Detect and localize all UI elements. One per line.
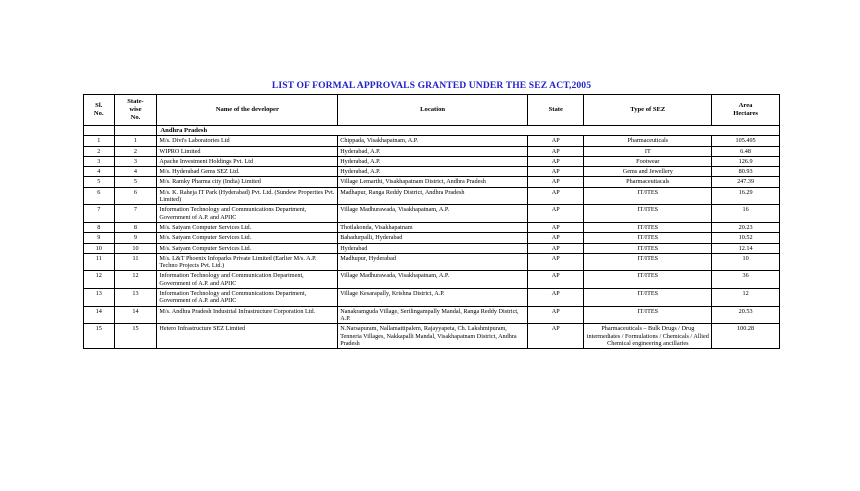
table-row [84,187,780,205]
row-sl-no: 8 [84,222,115,232]
table-row [84,156,780,166]
row-location: Nanakramguda Village, Serilingampally Mandal, Ranga Reddy District, A.P. [338,306,528,324]
row-type-of-sez: IT/ITES [584,187,712,205]
area-label-line2: Hectares [733,110,758,117]
row-state: AP [528,289,584,307]
row-type-of-sez: IT/ITES [584,289,712,307]
row-type-of-sez: IT/ITES [584,306,712,324]
row-area-hectares: 100.28 [712,324,780,349]
row-location: Village Madhurawada, Visakhapatnam, A.P. [338,205,528,223]
state-wise-label-line2: wise [129,106,142,114]
sez-approvals-sheet [83,80,780,349]
table-row [84,233,780,243]
row-sl-no: 15 [84,324,115,349]
column-header-sl-no [84,95,115,126]
row-sl-no: 12 [84,271,115,289]
section-row-spacer-sl [84,126,115,136]
row-sl-no: 13 [84,289,115,307]
row-type-of-sez: IT/ITES [584,271,712,289]
row-area-hectares: 16.29 [712,187,780,205]
row-state: AP [528,306,584,324]
page-title: LIST OF FORMAL APPROVALS GRANTED UNDER THE SEZ ACT,2005 [271,80,592,91]
table-row [84,146,780,156]
row-state: AP [528,156,584,166]
column-header-location: Location [338,95,528,126]
table-header [84,95,780,126]
row-developer: WIPRO Limited [157,146,338,156]
row-location: Hyderabad, A.P. [338,156,528,166]
row-area-hectares: 36 [712,271,780,289]
row-sl-no: 5 [84,177,115,187]
row-state: AP [528,253,584,271]
row-sl-no: 14 [84,306,115,324]
row-developer: M/s. Divi's Laboratories Ltd [157,136,338,146]
row-state: AP [528,222,584,232]
row-area-hectares: 80.93 [712,167,780,177]
row-location: Bahadurpalli, Hyderabad [338,233,528,243]
row-state: AP [528,233,584,243]
row-state: AP [528,136,584,146]
row-state: AP [528,324,584,349]
row-state-wise-no: 4 [114,167,157,177]
row-sl-no: 2 [84,146,115,156]
table-row [84,222,780,232]
row-sl-no: 1 [84,136,115,146]
table-row [84,167,780,177]
row-type-of-sez: IT/ITES [584,233,712,243]
section-heading-andhra-pradesh: Andhra Pradesh [157,126,780,136]
row-location: Hyderabad, A.P. [338,167,528,177]
row-state: AP [528,146,584,156]
row-state: AP [528,167,584,177]
row-state-wise-no: 7 [114,205,157,223]
section-row-spacer-state [114,126,157,136]
row-location: N.Narsapuram, Nallamattipalem, Rajayyapeta, Ch. Lakshmipuram, Tenneria Villages, Nakkapalli Mandal, Visakhapatnam District, Andhra Pradesh [338,324,528,349]
table-row [84,306,780,324]
row-state: AP [528,243,584,253]
row-state-wise-no: 13 [114,289,157,307]
row-sl-no: 6 [84,187,115,205]
row-sl-no: 11 [84,253,115,271]
row-developer: Apache Investment Holdings Pvt. Ltd [157,156,338,166]
row-type-of-sez: IT/ITES [584,243,712,253]
row-area-hectares: 12 [712,289,780,307]
row-area-hectares: 12.14 [712,243,780,253]
row-type-of-sez: IT/ITES [584,253,712,271]
table-row [84,324,780,349]
row-location: Madhupur, Hyderabad [338,253,528,271]
row-type-of-sez: Pharmaceuticals [584,136,712,146]
state-wise-label-line3: No. [130,113,141,121]
row-location: Village Madhurawada, Visakhapatnam, A.P. [338,271,528,289]
column-header-type-of-sez: Type of SEZ [584,95,712,126]
row-area-hectares: 10.52 [712,233,780,243]
row-state-wise-no: 14 [114,306,157,324]
row-state-wise-no: 1 [114,136,157,146]
table-row [84,136,780,146]
row-type-of-sez: Footwear [584,156,712,166]
row-sl-no: 9 [84,233,115,243]
column-header-state: State [528,95,584,126]
row-developer: M/s. Ramky Pharma city (India) Limited [157,177,338,187]
row-location: Hyderabad [338,243,528,253]
table-row [84,253,780,271]
table-header-row [84,95,780,126]
row-area-hectares: 6.48 [712,146,780,156]
row-developer: M/s. L&T Phoenix Infoparks Private Limited (Earlier M/s. A.P. Techno Projects Pvt. Ltd.) [157,253,338,271]
row-state-wise-no: 11 [114,253,157,271]
column-header-state-wise-no [114,95,157,126]
row-state: AP [528,187,584,205]
row-developer: M/s. K. Raheja IT Park (Hyderabad) Pvt. Ltd. (Sundew Properties Pvt. Limited) [157,187,338,205]
row-state-wise-no: 10 [114,243,157,253]
table-row [84,205,780,223]
row-developer: Hetero Infrastructure SEZ Limited [157,324,338,349]
row-area-hectares: 20.53 [712,306,780,324]
row-location: Madhapur, Ranga Reddy District, Andhra Pradesh [338,187,528,205]
row-sl-no: 4 [84,167,115,177]
row-state-wise-no: 8 [114,222,157,232]
row-type-of-sez: IT/ITES [584,222,712,232]
row-location: Thotlakonda, Visakhapatnam [338,222,528,232]
row-state: AP [528,271,584,289]
row-state-wise-no: 9 [114,233,157,243]
row-location: Village Lemarthi, Visakhapatnam District, Andhra Pradesh [338,177,528,187]
sl-no-label-line2: No. [93,110,104,117]
row-state: AP [528,177,584,187]
row-area-hectares: 247.39 [712,177,780,187]
row-type-of-sez: IT [584,146,712,156]
row-state: AP [528,205,584,223]
row-state-wise-no: 15 [114,324,157,349]
row-type-of-sez: IT/ITES [584,205,712,223]
row-developer: Information Technology and Communications Department, Government of A.P. and APIIC [157,289,338,307]
row-developer: M/s. Satyam Computer Services Ltd. [157,233,338,243]
row-type-of-sez: Gems and Jewellery [584,167,712,177]
row-type-of-sez: Pharmaceuitacals [584,177,712,187]
column-header-developer: Name of the developer [157,95,338,126]
row-developer: M/s. Hyderabad Gems SEZ Ltd. [157,167,338,177]
row-sl-no: 3 [84,156,115,166]
row-location: Village Kesarapally, Krishna District, A.P. [338,289,528,307]
sl-no-label-line1: Sl. [95,102,103,110]
section-heading-row [84,126,780,136]
row-developer: M/s. Satyam Computer Services Ltd. [157,222,338,232]
row-developer: Information Technology and Communication Department, Government of A.P. and APIIC [157,271,338,289]
row-area-hectares: 105.495 [712,136,780,146]
row-developer: M/s. Andhra Pradesh Industrial Infrastructure Corporation Ltd. [157,306,338,324]
table-row [84,271,780,289]
row-state-wise-no: 12 [114,271,157,289]
row-developer: Information Technology and Communications Department, Government of A.P. and APIIC [157,205,338,223]
row-sl-no: 7 [84,205,115,223]
area-label-line1: Area [738,102,753,110]
state-wise-label-line1: State- [127,98,144,106]
row-state-wise-no: 5 [114,177,157,187]
row-sl-no: 10 [84,243,115,253]
row-area-hectares: 126.9 [712,156,780,166]
row-state-wise-no: 2 [114,146,157,156]
table-body [84,126,780,349]
column-header-area-hectares [712,95,780,126]
row-state-wise-no: 3 [114,156,157,166]
row-location: Chippada, Visakhapatnam, A.P. [338,136,528,146]
table-row [84,289,780,307]
formal-approvals-table [83,94,780,349]
row-type-of-sez: Pharmaceuticals – Bulk Drugs / Drug intermediates / Formulations / Chemicals / Allied Chemical engineering ancillaries [584,324,712,349]
table-row [84,177,780,187]
row-location: Hyderabad, A.P. [338,146,528,156]
row-state-wise-no: 6 [114,187,157,205]
row-area-hectares: 16 [712,205,780,223]
row-area-hectares: 10 [712,253,780,271]
table-row [84,243,780,253]
row-area-hectares: 20.23 [712,222,780,232]
row-developer: M/s. Satyam Computer Services Ltd. [157,243,338,253]
